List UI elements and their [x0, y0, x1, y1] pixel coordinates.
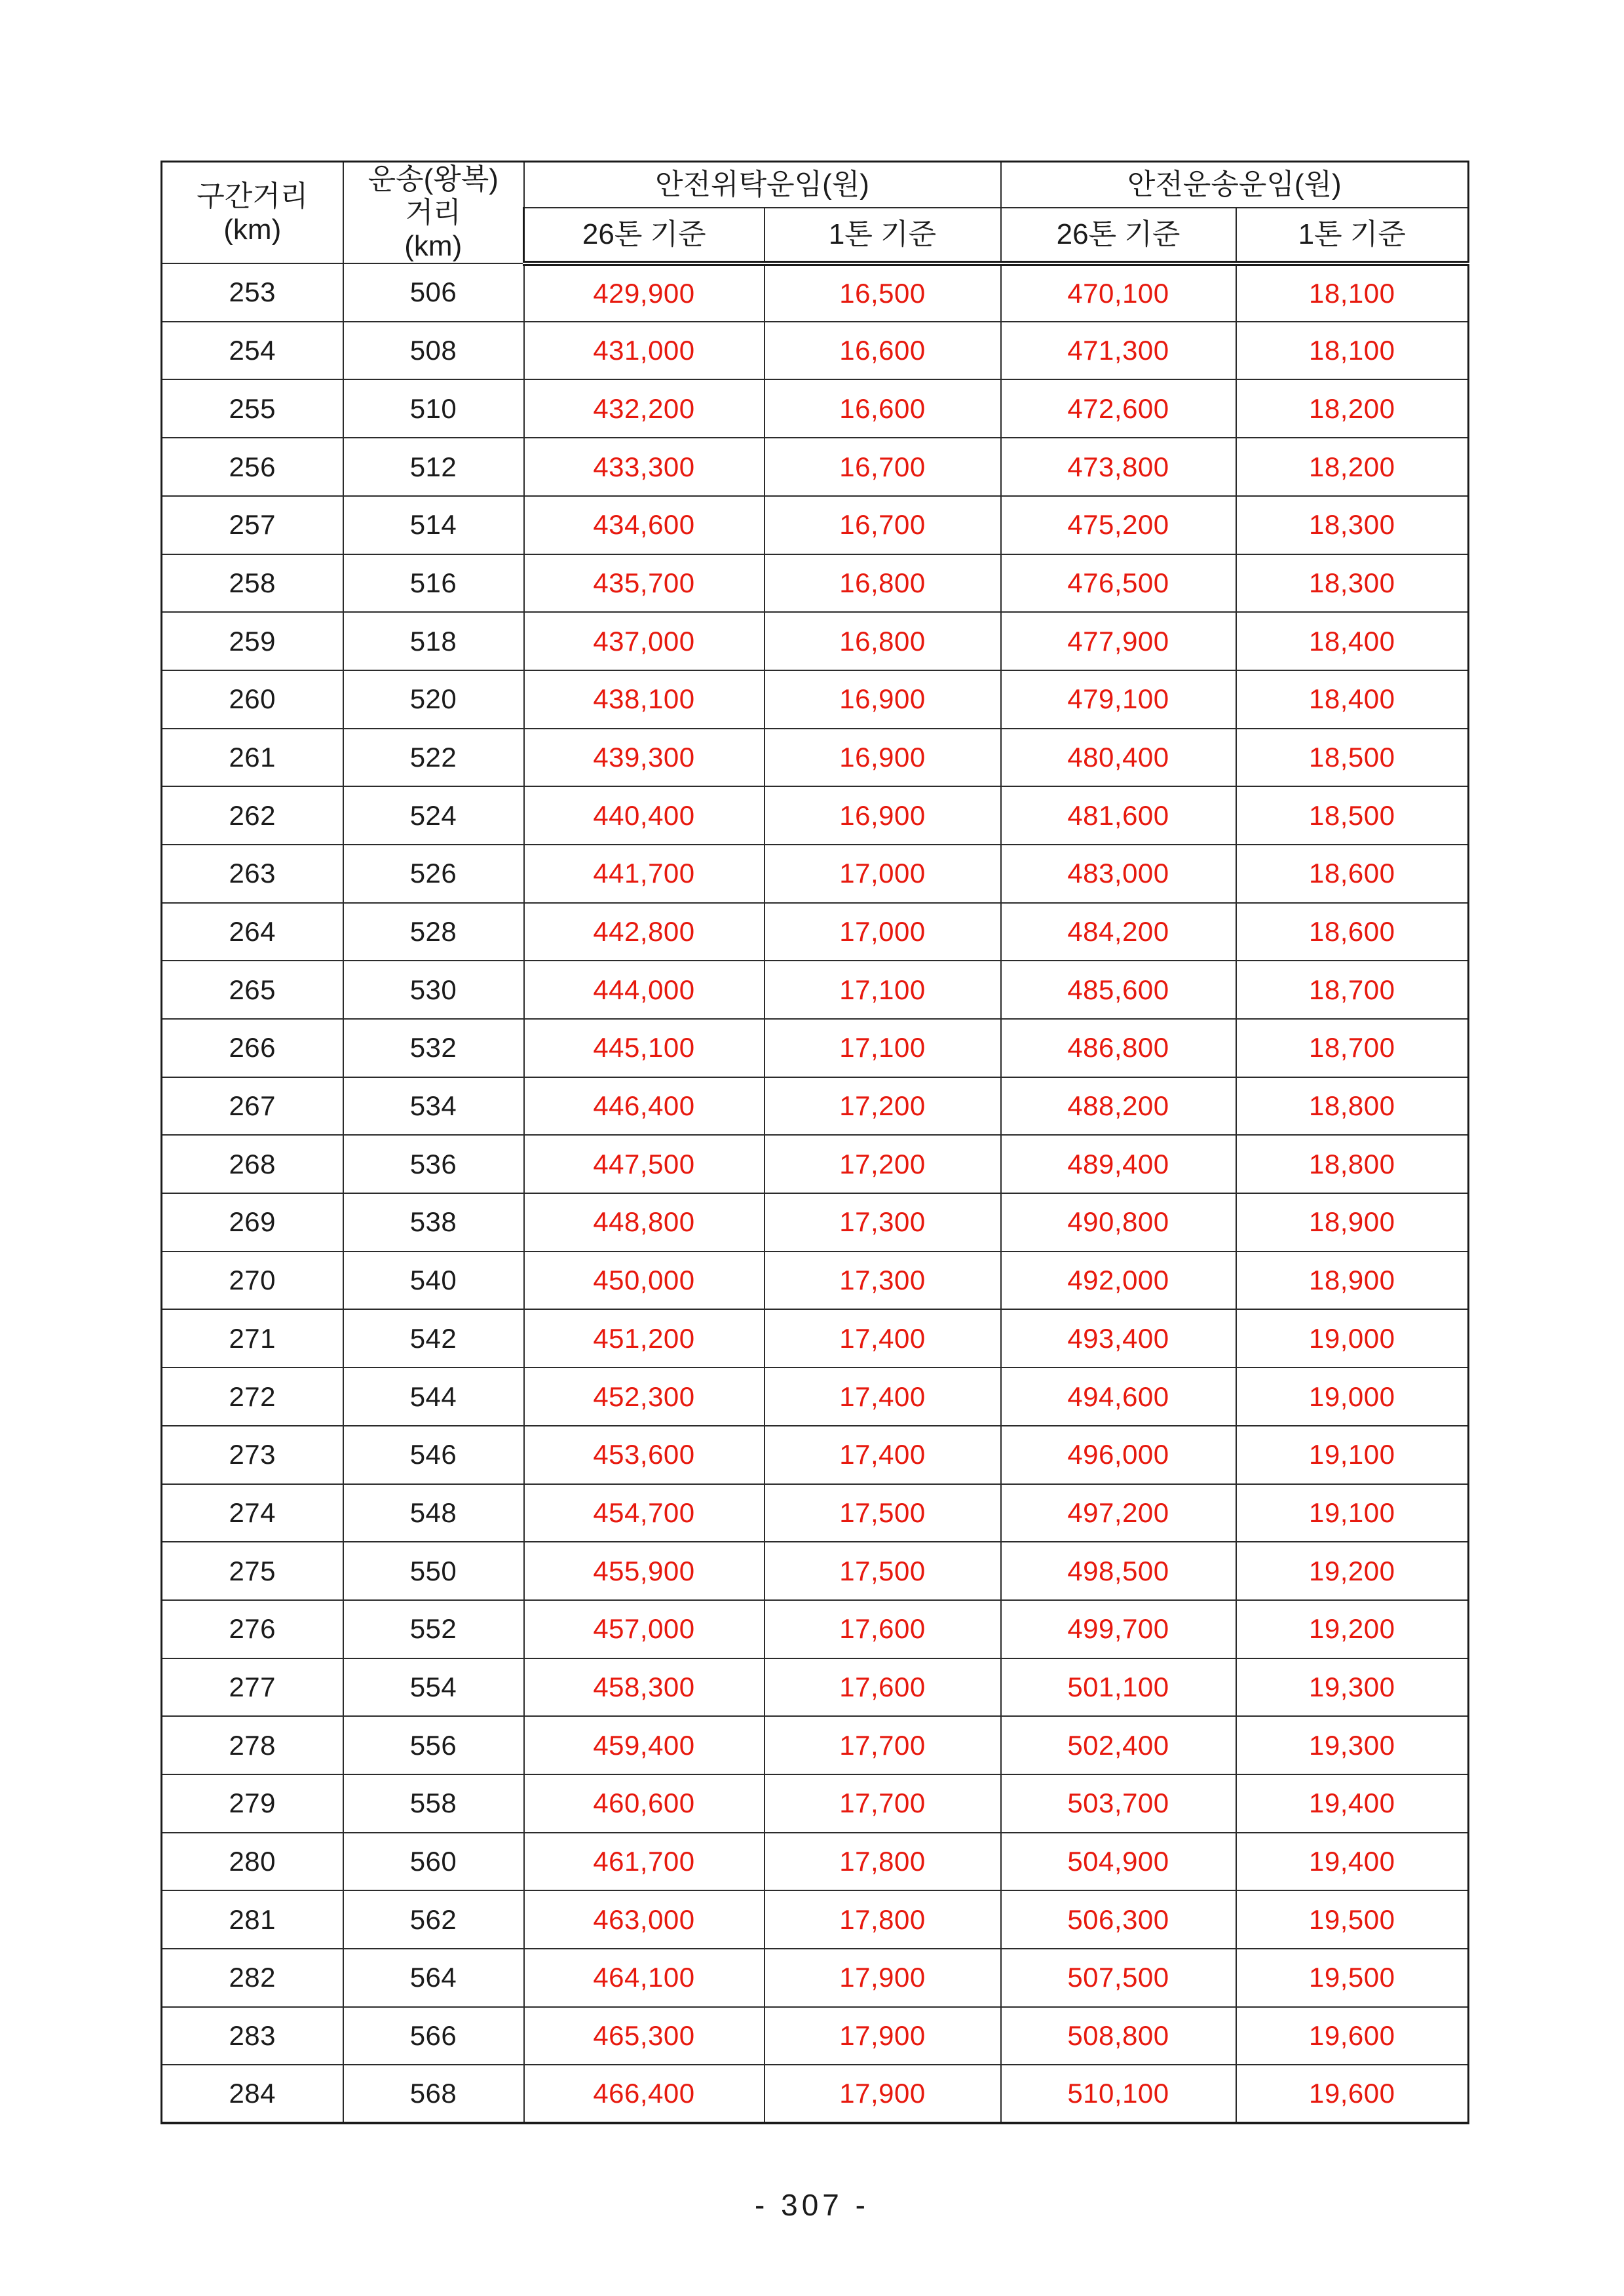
cell-consignment-1t: 17,400 — [765, 1426, 1001, 1484]
cell-section-distance: 259 — [162, 612, 343, 670]
table-row — [162, 554, 1469, 613]
table-row — [162, 1135, 1469, 1193]
cell-transport-26t: 508,800 — [1001, 2007, 1236, 2065]
cell-transport-26t: 496,000 — [1001, 1426, 1236, 1484]
table-row — [162, 1426, 1469, 1484]
cell-transport-26t: 479,100 — [1001, 670, 1236, 729]
cell-consignment-26t: 447,500 — [524, 1135, 765, 1193]
cell-transport-26t: 470,100 — [1001, 263, 1236, 322]
cell-consignment-1t: 17,200 — [765, 1077, 1001, 1136]
table-row — [162, 729, 1469, 787]
cell-consignment-26t: 438,100 — [524, 670, 765, 729]
table-row — [162, 903, 1469, 961]
cell-roundtrip-distance: 534 — [343, 1077, 524, 1136]
cell-consignment-1t: 16,600 — [765, 322, 1001, 380]
header-section-distance-line2: (km) — [223, 213, 282, 246]
header-consignment-group: 안전위탁운임(원) — [524, 162, 1001, 208]
table-row — [162, 1019, 1469, 1077]
cell-roundtrip-distance: 558 — [343, 1774, 524, 1833]
header-roundtrip-line3: (km) — [404, 230, 463, 263]
cell-transport-1t: 19,400 — [1236, 1833, 1469, 1891]
table-row — [162, 1252, 1469, 1310]
cell-consignment-1t: 17,600 — [765, 1600, 1001, 1658]
cell-consignment-26t: 466,400 — [524, 2065, 765, 2123]
cell-section-distance: 282 — [162, 1949, 343, 2007]
cell-transport-1t: 18,100 — [1236, 263, 1469, 322]
cell-consignment-1t: 16,800 — [765, 554, 1001, 613]
cell-transport-1t: 19,500 — [1236, 1890, 1469, 1949]
table-row — [162, 1600, 1469, 1658]
cell-consignment-1t: 17,200 — [765, 1135, 1001, 1193]
cell-transport-26t: 490,800 — [1001, 1193, 1236, 1252]
cell-consignment-26t: 450,000 — [524, 1252, 765, 1310]
cell-roundtrip-distance: 512 — [343, 438, 524, 496]
cell-consignment-1t: 16,900 — [765, 729, 1001, 787]
cell-consignment-26t: 433,300 — [524, 438, 765, 496]
table-row — [162, 961, 1469, 1019]
table-row — [162, 1193, 1469, 1252]
cell-transport-26t: 473,800 — [1001, 438, 1236, 496]
cell-consignment-1t: 17,000 — [765, 903, 1001, 961]
cell-section-distance: 271 — [162, 1309, 343, 1368]
cell-transport-26t: 483,000 — [1001, 845, 1236, 903]
cell-consignment-26t: 453,600 — [524, 1426, 765, 1484]
cell-section-distance: 260 — [162, 670, 343, 729]
cell-consignment-26t: 454,700 — [524, 1484, 765, 1542]
cell-transport-1t: 18,200 — [1236, 379, 1469, 438]
cell-roundtrip-distance: 554 — [343, 1658, 524, 1717]
page-number: - 307 - — [755, 2188, 869, 2222]
cell-transport-26t: 471,300 — [1001, 322, 1236, 380]
cell-consignment-1t: 17,000 — [765, 845, 1001, 903]
cell-consignment-26t: 445,100 — [524, 1019, 765, 1077]
cell-consignment-26t: 452,300 — [524, 1368, 765, 1426]
cell-transport-1t: 18,600 — [1236, 903, 1469, 961]
cell-consignment-26t: 458,300 — [524, 1658, 765, 1717]
cell-consignment-1t: 16,800 — [765, 612, 1001, 670]
cell-roundtrip-distance: 548 — [343, 1484, 524, 1542]
cell-transport-1t: 18,200 — [1236, 438, 1469, 496]
cell-transport-26t: 492,000 — [1001, 1252, 1236, 1310]
cell-transport-1t: 18,700 — [1236, 961, 1469, 1019]
cell-consignment-1t: 16,700 — [765, 496, 1001, 554]
cell-transport-1t: 19,300 — [1236, 1658, 1469, 1717]
cell-section-distance: 284 — [162, 2065, 343, 2123]
table-row — [162, 438, 1469, 496]
cell-transport-26t: 497,200 — [1001, 1484, 1236, 1542]
cell-consignment-26t: 461,700 — [524, 1833, 765, 1891]
cell-consignment-1t: 16,900 — [765, 670, 1001, 729]
cell-transport-26t: 498,500 — [1001, 1542, 1236, 1600]
cell-roundtrip-distance: 546 — [343, 1426, 524, 1484]
cell-transport-1t: 18,300 — [1236, 496, 1469, 554]
cell-transport-26t: 499,700 — [1001, 1600, 1236, 1658]
cell-transport-1t: 19,100 — [1236, 1484, 1469, 1542]
cell-consignment-26t: 465,300 — [524, 2007, 765, 2065]
cell-roundtrip-distance: 564 — [343, 1949, 524, 2007]
cell-roundtrip-distance: 550 — [343, 1542, 524, 1600]
cell-transport-26t: 488,200 — [1001, 1077, 1236, 1136]
table-row — [162, 1484, 1469, 1542]
cell-roundtrip-distance: 536 — [343, 1135, 524, 1193]
cell-consignment-26t: 464,100 — [524, 1949, 765, 2007]
header-section-distance-line1: 구간거리 — [197, 180, 309, 212]
cell-transport-26t: 486,800 — [1001, 1019, 1236, 1077]
cell-roundtrip-distance: 508 — [343, 322, 524, 380]
cell-section-distance: 279 — [162, 1774, 343, 1833]
header-roundtrip-line1: 운송(왕복) — [368, 163, 499, 195]
table-row — [162, 1949, 1469, 2007]
cell-consignment-26t: 429,900 — [524, 263, 765, 322]
cell-consignment-1t: 17,900 — [765, 2065, 1001, 2123]
cell-consignment-1t: 17,300 — [765, 1193, 1001, 1252]
header-transport-1t: 1톤 기준 — [1236, 208, 1469, 263]
cell-consignment-1t: 17,700 — [765, 1716, 1001, 1774]
cell-roundtrip-distance: 510 — [343, 379, 524, 438]
cell-roundtrip-distance: 538 — [343, 1193, 524, 1252]
cell-consignment-26t: 440,400 — [524, 786, 765, 845]
cell-section-distance: 257 — [162, 496, 343, 554]
cell-transport-26t: 489,400 — [1001, 1135, 1236, 1193]
cell-transport-1t: 18,300 — [1236, 554, 1469, 613]
table-row — [162, 1658, 1469, 1717]
cell-section-distance: 270 — [162, 1252, 343, 1310]
cell-roundtrip-distance: 518 — [343, 612, 524, 670]
table-row — [162, 612, 1469, 670]
cell-section-distance: 273 — [162, 1426, 343, 1484]
cell-transport-26t: 472,600 — [1001, 379, 1236, 438]
cell-consignment-26t: 448,800 — [524, 1193, 765, 1252]
cell-consignment-1t: 17,900 — [765, 2007, 1001, 2065]
cell-transport-1t: 18,900 — [1236, 1193, 1469, 1252]
cell-section-distance: 275 — [162, 1542, 343, 1600]
cell-consignment-1t: 17,700 — [765, 1774, 1001, 1833]
cell-transport-1t: 19,200 — [1236, 1600, 1469, 1658]
cell-consignment-1t: 16,600 — [765, 379, 1001, 438]
cell-roundtrip-distance: 514 — [343, 496, 524, 554]
cell-roundtrip-distance: 524 — [343, 786, 524, 845]
cell-roundtrip-distance: 528 — [343, 903, 524, 961]
cell-roundtrip-distance: 560 — [343, 1833, 524, 1891]
table-row — [162, 496, 1469, 554]
cell-transport-26t: 507,500 — [1001, 1949, 1236, 2007]
cell-roundtrip-distance: 566 — [343, 2007, 524, 2065]
cell-transport-1t: 19,600 — [1236, 2065, 1469, 2123]
cell-consignment-26t: 434,600 — [524, 496, 765, 554]
cell-section-distance: 256 — [162, 438, 343, 496]
cell-transport-1t: 18,100 — [1236, 322, 1469, 380]
table-row — [162, 1890, 1469, 1949]
cell-roundtrip-distance: 522 — [343, 729, 524, 787]
cell-consignment-26t: 451,200 — [524, 1309, 765, 1368]
table-row — [162, 2007, 1469, 2065]
cell-consignment-1t: 17,900 — [765, 1949, 1001, 2007]
cell-consignment-26t: 432,200 — [524, 379, 765, 438]
cell-transport-1t: 19,300 — [1236, 1716, 1469, 1774]
cell-consignment-1t: 17,600 — [765, 1658, 1001, 1717]
cell-section-distance: 254 — [162, 322, 343, 380]
table-row — [162, 1077, 1469, 1136]
table-row — [162, 1542, 1469, 1600]
cell-section-distance: 253 — [162, 263, 343, 322]
cell-transport-1t: 18,400 — [1236, 612, 1469, 670]
table-row — [162, 2065, 1469, 2123]
cell-section-distance: 272 — [162, 1368, 343, 1426]
cell-consignment-26t: 444,000 — [524, 961, 765, 1019]
cell-roundtrip-distance: 544 — [343, 1368, 524, 1426]
cell-roundtrip-distance: 568 — [343, 2065, 524, 2123]
cell-consignment-26t: 463,000 — [524, 1890, 765, 1949]
cell-section-distance: 265 — [162, 961, 343, 1019]
cell-consignment-1t: 17,300 — [765, 1252, 1001, 1310]
cell-consignment-26t: 446,400 — [524, 1077, 765, 1136]
cell-section-distance: 261 — [162, 729, 343, 787]
cell-roundtrip-distance: 552 — [343, 1600, 524, 1658]
cell-section-distance: 268 — [162, 1135, 343, 1193]
cell-transport-1t: 19,000 — [1236, 1368, 1469, 1426]
cell-consignment-1t: 17,500 — [765, 1484, 1001, 1542]
table-row — [162, 845, 1469, 903]
cell-section-distance: 277 — [162, 1658, 343, 1717]
cell-transport-26t: 503,700 — [1001, 1774, 1236, 1833]
cell-transport-1t: 18,700 — [1236, 1019, 1469, 1077]
cell-transport-26t: 501,100 — [1001, 1658, 1236, 1717]
cell-transport-26t: 506,300 — [1001, 1890, 1236, 1949]
cell-transport-26t: 502,400 — [1001, 1716, 1236, 1774]
cell-transport-1t: 18,500 — [1236, 729, 1469, 787]
cell-transport-26t: 477,900 — [1001, 612, 1236, 670]
cell-consignment-1t: 16,700 — [765, 438, 1001, 496]
cell-consignment-26t: 435,700 — [524, 554, 765, 613]
cell-roundtrip-distance: 542 — [343, 1309, 524, 1368]
cell-consignment-26t: 442,800 — [524, 903, 765, 961]
cell-consignment-26t: 457,000 — [524, 1600, 765, 1658]
header-section-distance — [162, 162, 343, 264]
cell-consignment-26t: 455,900 — [524, 1542, 765, 1600]
cell-section-distance: 278 — [162, 1716, 343, 1774]
cell-transport-26t: 510,100 — [1001, 2065, 1236, 2123]
table-row — [162, 379, 1469, 438]
cell-transport-1t: 18,900 — [1236, 1252, 1469, 1310]
table-body — [162, 263, 1469, 2123]
header-roundtrip-distance — [343, 162, 524, 264]
cell-transport-26t: 504,900 — [1001, 1833, 1236, 1891]
cell-transport-26t: 481,600 — [1001, 786, 1236, 845]
table-row — [162, 1774, 1469, 1833]
cell-transport-1t: 19,500 — [1236, 1949, 1469, 2007]
cell-transport-1t: 19,600 — [1236, 2007, 1469, 2065]
table-row — [162, 263, 1469, 322]
cell-consignment-26t: 441,700 — [524, 845, 765, 903]
cell-transport-26t: 494,600 — [1001, 1368, 1236, 1426]
cell-section-distance: 276 — [162, 1600, 343, 1658]
cell-transport-26t: 475,200 — [1001, 496, 1236, 554]
cell-transport-26t: 493,400 — [1001, 1309, 1236, 1368]
cell-transport-1t: 18,600 — [1236, 845, 1469, 903]
cell-roundtrip-distance: 506 — [343, 263, 524, 322]
cell-consignment-26t: 460,600 — [524, 1774, 765, 1833]
header-transport-26t: 26톤 기준 — [1001, 208, 1236, 263]
table-row — [162, 1309, 1469, 1368]
cell-transport-1t: 18,500 — [1236, 786, 1469, 845]
header-consignment-26t: 26톤 기준 — [524, 208, 765, 263]
cell-transport-1t: 19,200 — [1236, 1542, 1469, 1600]
cell-roundtrip-distance: 540 — [343, 1252, 524, 1310]
cell-consignment-26t: 459,400 — [524, 1716, 765, 1774]
cell-section-distance: 280 — [162, 1833, 343, 1891]
cell-consignment-26t: 437,000 — [524, 612, 765, 670]
cell-consignment-1t: 17,100 — [765, 1019, 1001, 1077]
cell-section-distance: 264 — [162, 903, 343, 961]
cell-consignment-1t: 16,500 — [765, 263, 1001, 322]
cell-consignment-1t: 17,100 — [765, 961, 1001, 1019]
table-row — [162, 1716, 1469, 1774]
cell-transport-1t: 18,400 — [1236, 670, 1469, 729]
cell-consignment-1t: 17,400 — [765, 1309, 1001, 1368]
header-roundtrip-line2: 거리 — [405, 197, 461, 229]
cell-transport-26t: 484,200 — [1001, 903, 1236, 961]
header-transport-group: 안전운송운임(원) — [1001, 162, 1469, 208]
header-group-row — [162, 162, 1469, 208]
cell-roundtrip-distance: 562 — [343, 1890, 524, 1949]
header-consignment-1t: 1톤 기준 — [765, 208, 1001, 263]
table-row — [162, 322, 1469, 380]
cell-consignment-1t: 16,900 — [765, 786, 1001, 845]
cell-section-distance: 269 — [162, 1193, 343, 1252]
cell-transport-1t: 19,400 — [1236, 1774, 1469, 1833]
cell-consignment-1t: 17,500 — [765, 1542, 1001, 1600]
cell-section-distance: 263 — [162, 845, 343, 903]
cell-consignment-26t: 439,300 — [524, 729, 765, 787]
cell-transport-1t: 18,800 — [1236, 1077, 1469, 1136]
cell-section-distance: 283 — [162, 2007, 343, 2065]
cell-transport-26t: 485,600 — [1001, 961, 1236, 1019]
cell-section-distance: 255 — [162, 379, 343, 438]
cell-section-distance: 274 — [162, 1484, 343, 1542]
table-row — [162, 670, 1469, 729]
cell-consignment-1t: 17,800 — [765, 1833, 1001, 1891]
cell-transport-1t: 18,800 — [1236, 1135, 1469, 1193]
cell-section-distance: 281 — [162, 1890, 343, 1949]
cell-roundtrip-distance: 556 — [343, 1716, 524, 1774]
cell-transport-1t: 19,000 — [1236, 1309, 1469, 1368]
cell-consignment-26t: 431,000 — [524, 322, 765, 380]
cell-transport-1t: 19,100 — [1236, 1426, 1469, 1484]
table-row — [162, 786, 1469, 845]
cell-section-distance: 262 — [162, 786, 343, 845]
cell-roundtrip-distance: 516 — [343, 554, 524, 613]
freight-rate-table — [161, 161, 1469, 2124]
cell-section-distance: 258 — [162, 554, 343, 613]
cell-consignment-1t: 17,800 — [765, 1890, 1001, 1949]
table-header — [162, 162, 1469, 264]
cell-roundtrip-distance: 526 — [343, 845, 524, 903]
cell-roundtrip-distance: 520 — [343, 670, 524, 729]
table-row — [162, 1368, 1469, 1426]
cell-consignment-1t: 17,400 — [765, 1368, 1001, 1426]
cell-section-distance: 267 — [162, 1077, 343, 1136]
cell-roundtrip-distance: 530 — [343, 961, 524, 1019]
cell-roundtrip-distance: 532 — [343, 1019, 524, 1077]
table-row — [162, 1833, 1469, 1891]
cell-section-distance: 266 — [162, 1019, 343, 1077]
cell-transport-26t: 480,400 — [1001, 729, 1236, 787]
cell-transport-26t: 476,500 — [1001, 554, 1236, 613]
